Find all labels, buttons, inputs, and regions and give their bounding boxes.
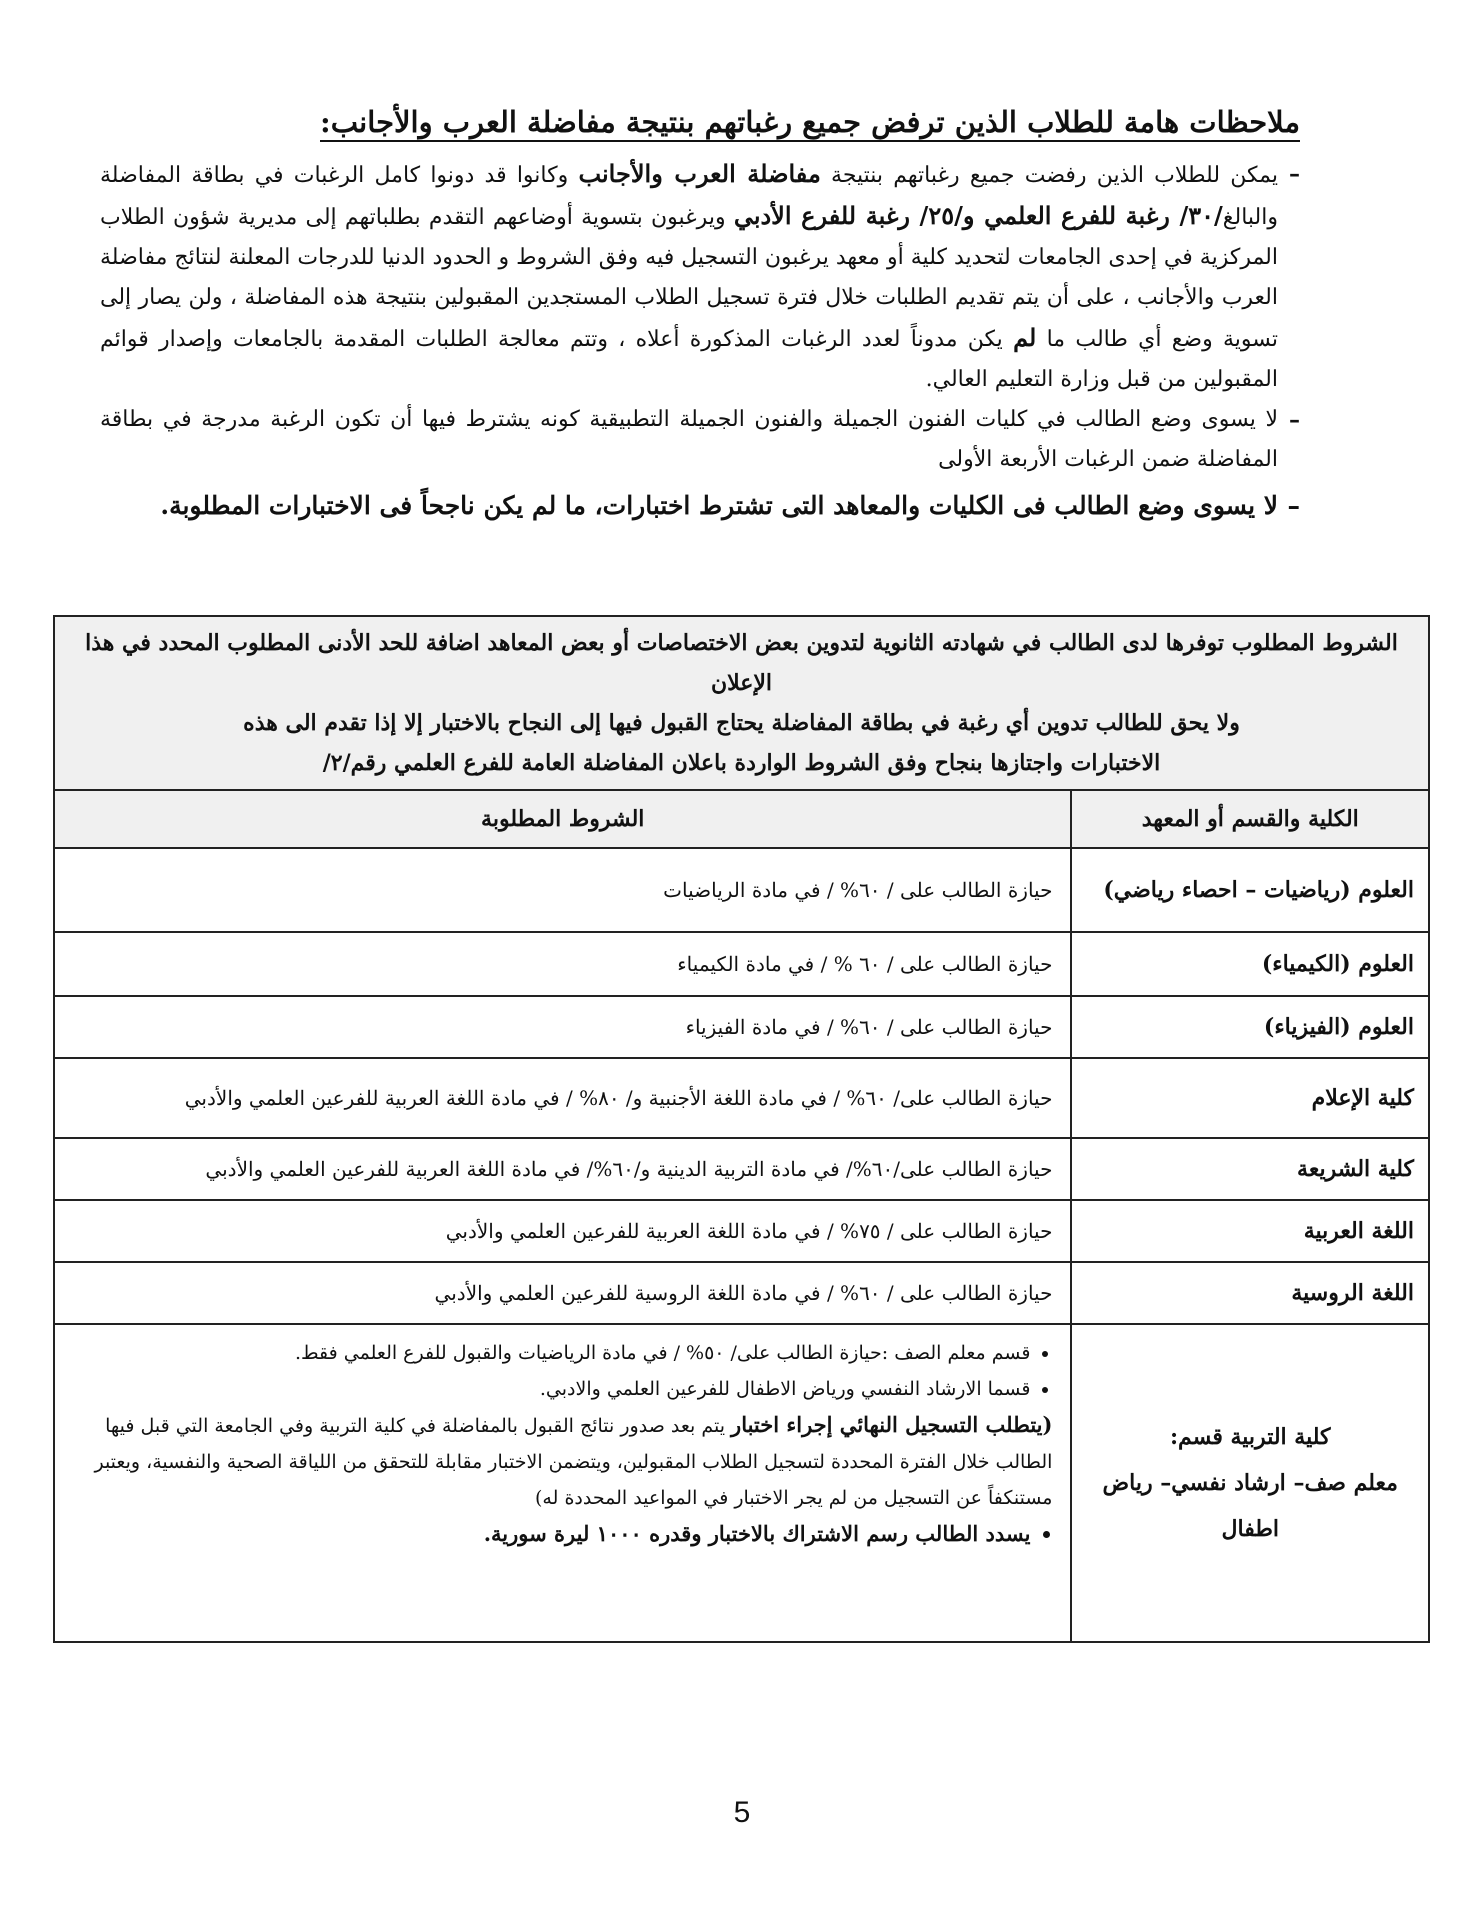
note-2-text: لا يسوى وضع الطالب في كليات الفنون الجميلة والفنون الجميلة التطبيقية كونه يشترط فيها أن تكون الرغبة مدرجة في بطاقة المفاضلة ضمن الرغبات الأربعة الأولى <box>100 407 1278 472</box>
college-cell: العلوم (الفيزياء) <box>1071 996 1429 1058</box>
note-1-text-b: مفاضلة العرب والأجانب <box>578 159 821 188</box>
note-1-text-a: يمكن للطلاب الذين رفضت جميع رغباتهم بنتيجة <box>820 163 1278 188</box>
header-college: الكلية والقسم أو المعهد <box>1071 790 1429 848</box>
dash-marker: – <box>1287 491 1300 520</box>
college-cell: كلية الشريعة <box>1071 1138 1429 1200</box>
note-paragraph-1 <box>100 154 1300 400</box>
notes-section <box>100 100 1300 526</box>
table-row <box>54 996 1429 1058</box>
page-number: 5 <box>733 1796 751 1829</box>
college-cell: العلوم (رياضيات – احصاء رياضي) <box>1071 848 1429 932</box>
table-header-row <box>54 790 1429 848</box>
college-cell: اللغة العربية <box>1071 1200 1429 1262</box>
intro-line-1: الشروط المطلوب توفرها لدى الطالب في شهادته الثانوية لتدوين بعض الاختصاصات أو بعض المعاهد اضافة للحد الأدنى المطلوب المحدد في هذا الإعلان <box>85 630 1398 696</box>
intro-line-3: الاختبارات واجتازها بنجاح وفق الشروط الواردة باعلان المفاضلة العامة للفرع العلمي رقم/٢/ <box>322 750 1161 776</box>
note-1-text-f: لم <box>1013 323 1037 352</box>
requirements-table <box>53 615 1430 1643</box>
education-conditions-list <box>69 1335 1052 1407</box>
education-conditions-cell <box>54 1324 1071 1642</box>
note-1-text-d: /٣٠/ رغبة للفرع العلمي و/٢٥/ رغبة للفرع الأدبي <box>733 201 1223 230</box>
education-college-cell <box>1071 1324 1429 1642</box>
college-cell: كلية الإعلام <box>1071 1058 1429 1138</box>
note-paragraph-3 <box>100 486 1300 526</box>
table-row <box>54 1138 1429 1200</box>
condition-cell: حيازة الطالب على / ٦٠% / في مادة الرياضيات <box>54 848 1071 932</box>
list-item: • قسما الارشاد النفسي ورياض الاطفال للفرعين العلمي والادبي. <box>69 1371 1030 1407</box>
table-row <box>54 1262 1429 1324</box>
college-cell: اللغة الروسية <box>1071 1262 1429 1324</box>
intro-line-2: ولا يحق للطالب تدوين أي رغبة في بطاقة المفاضلة يحتاج القبول فيها إلى النجاح بالاختبار إلا إذا تقدم الى هذه <box>243 710 1240 736</box>
education-note-bold: (يتطلب التسجيل النهائي إجراء اختبار <box>731 1412 1053 1437</box>
education-college-line-2: معلم صف– ارشاد نفسي– رياض اطفال <box>1102 1470 1398 1542</box>
dash-marker: – <box>1289 407 1300 433</box>
list-item: • يسدد الطالب رسم الاشتراك بالاختبار وقدره ١٠٠٠ ليرة سورية. <box>69 1516 1030 1552</box>
dash-marker: – <box>1289 161 1300 187</box>
condition-cell: حيازة الطالب على / ٧٥% / في مادة اللغة العربية للفرعين العلمي والأدبي <box>54 1200 1071 1262</box>
table-row <box>54 848 1429 932</box>
table-row <box>54 932 1429 996</box>
condition-cell: حيازة الطالب على/٦٠%/ في مادة التربية الدينية و/٦٠%/ في مادة اللغة العربية للفرعين العلمي والأدبي <box>54 1138 1071 1200</box>
education-note-text: يتم بعد صدور نتائج القبول بالمفاضلة في كلية التربية وفي الجامعة التي قبل فيها الطالب خلال الفترة المحددة لتسجيل الطلاب المقبولين، ويتضمن الاختبار مقابلة للتحقق من اللياقة الصحية والنفسية، ويعتبر مستنكفاً عن التسجيل من لم يجر الاختبار في المواعيد المحددة له) <box>94 1415 1053 1509</box>
condition-cell: حيازة الطالب على / ٦٠% / في مادة الفيزياء <box>54 996 1071 1058</box>
note-3-text: لا يسوى وضع الطالب فى الكليات والمعاهد التى تشترط اختبارات، ما لم يكن ناجحاً فى الاختبارات المطلوبة. <box>160 491 1278 520</box>
note-1-text-g: يكن مدوناً لعدد الرغبات المذكورة أعلاه ، وتتم معالجة الطلبات المقدمة بالجامعات وإصدار قوائم المقبولين من قبل وزارة التعليم العالي. <box>100 327 1278 392</box>
table-intro <box>54 616 1429 790</box>
note-1-text-e: ويرغبون بتسوية أوضاعهم التقدم بطلباتهم إلى مديرية شؤون الطلاب المركزية في إحدى الجامعات لتحديد كلية أو معهد يرغبون التسجيل فيه وفق الشروط و الحدود الدنيا للدرجات المعلنة لنتائج مفاضلة العرب والأجانب ، على أن يتم تقديم الطلبات خلال فترة تسجيل الطلاب المستجدين المقبولين بنتيجة هذه المفاضلة ، ولن يصار إلى تسوية وضع أي طالب ما <box>100 205 1278 352</box>
table-row <box>54 1200 1429 1262</box>
condition-cell: حيازة الطالب على/ ٦٠% / في مادة اللغة الأجنبية و/ ٨٠% / في مادة اللغة العربية للفرعين العلمي والأدبي <box>54 1058 1071 1138</box>
education-note <box>69 1407 1052 1516</box>
note-paragraph-2 <box>100 400 1300 480</box>
note-1-text-c: وكانوا قد دونوا كامل الرغبات في بطاقة المفاضلة والبالغ <box>100 163 1278 230</box>
condition-cell: حيازة الطالب على / ٦٠% / في مادة اللغة الروسية للفرعين العلمي والأدبي <box>54 1262 1071 1324</box>
list-item: • قسم معلم الصف :حيازة الطالب على/ ٥٠% / في مادة الرياضيات والقبول للفرع العلمي فقط. <box>69 1335 1030 1371</box>
education-row <box>54 1324 1429 1642</box>
table-intro-row <box>54 616 1429 790</box>
education-college-line-1: كلية التربية قسم: <box>1169 1424 1331 1450</box>
condition-cell: حيازة الطالب على / ٦٠ % / في مادة الكيمياء <box>54 932 1071 996</box>
header-conditions: الشروط المطلوبة <box>54 790 1071 848</box>
notes-title: ملاحظات هامة للطلاب الذين ترفض جميع رغباتهم بنتيجة مفاضلة العرب والأجانب: <box>320 105 1300 139</box>
table-row <box>54 1058 1429 1138</box>
college-cell: العلوم (الكيمياء) <box>1071 932 1429 996</box>
education-fee-list <box>69 1516 1052 1552</box>
